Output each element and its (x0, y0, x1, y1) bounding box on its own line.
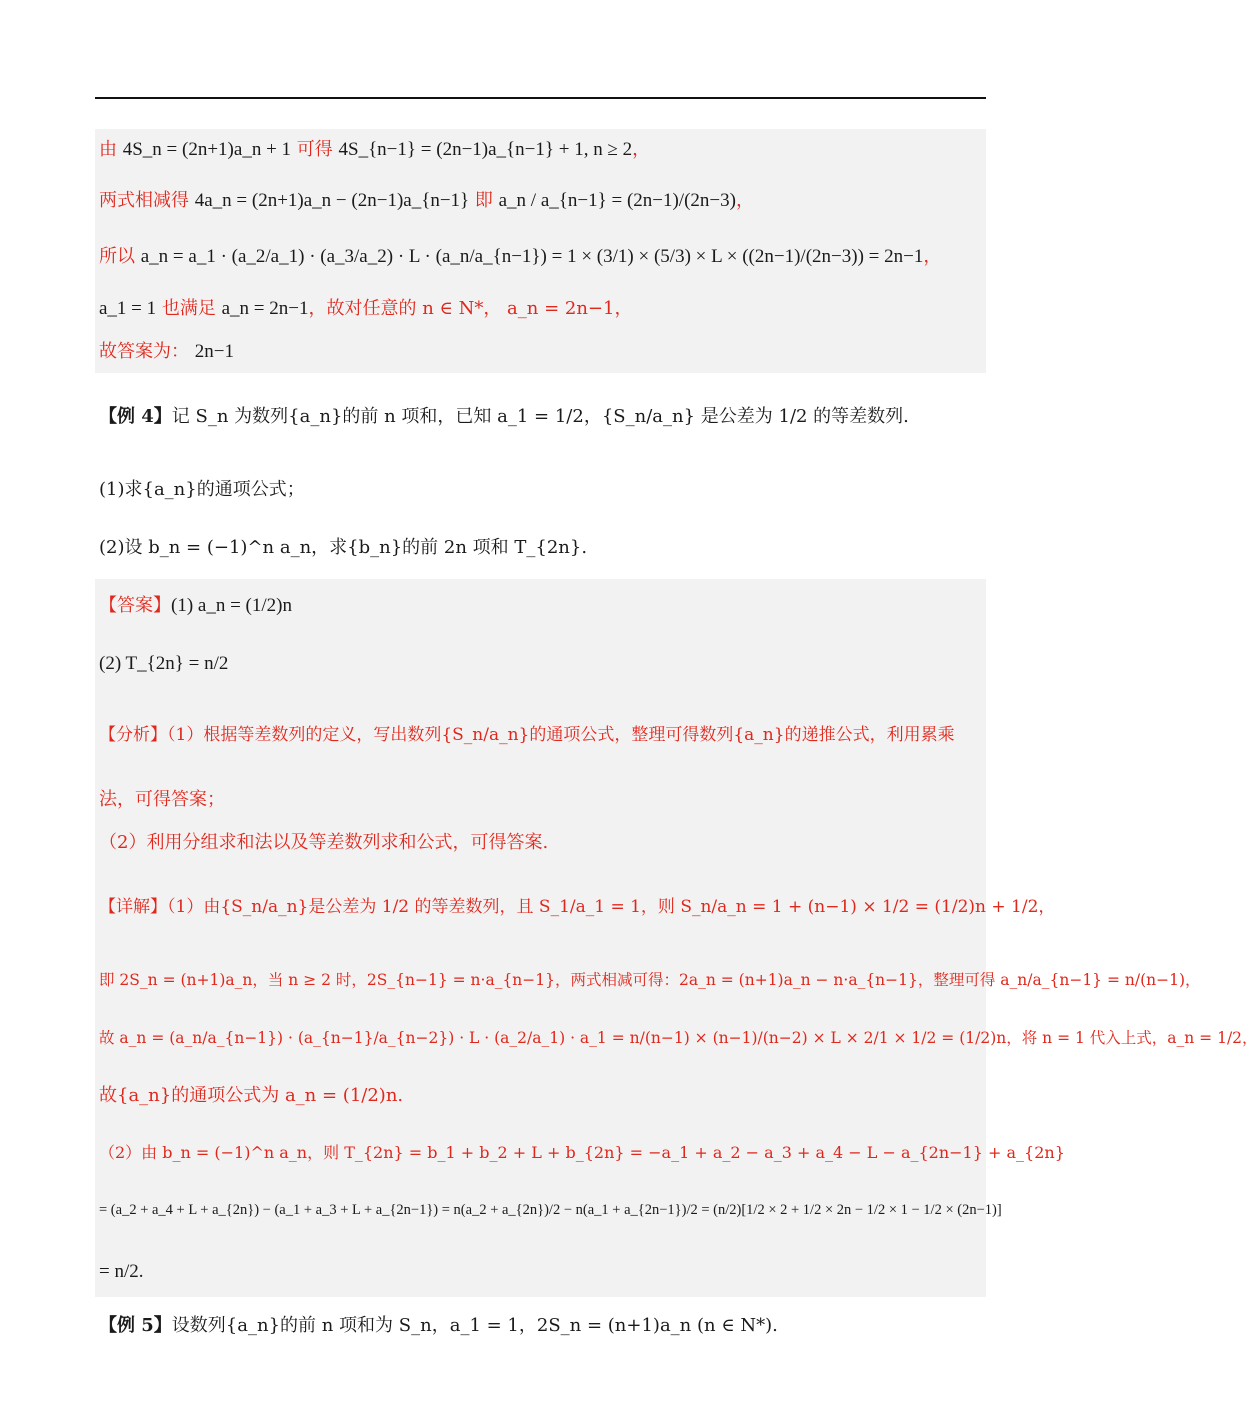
detail-line-6 (99, 1198, 1002, 1222)
detail-line-1 (99, 895, 1055, 919)
answer-label: 【答案】 (99, 595, 171, 616)
analysis-line-1b (99, 788, 225, 812)
detail-text: 即 2S_n = (n+1)a_n，当 n ≥ 2 时，2S_{n−1} = n·a_{n−1}，两式相减可得：2a_n = (n+1)a_n − n·a_{n−1}，整理可得 a_n/a_{n−1} = n/(n−1)， (99, 971, 1201, 989)
math-expression: a_1 = 1 (99, 298, 157, 319)
math-expression: a_n / a_{n−1} = (2n−1)/(2n−3) (498, 190, 736, 211)
text-segment: 即 (469, 190, 499, 211)
answer-line-1 (99, 594, 292, 618)
detail-label: 【详解】 (99, 897, 167, 917)
math-expression: 4S_n = (2n+1)a_n + 1 (122, 139, 292, 160)
detail-text: 故{a_n}的通项公式为 a_n = (1/2)n. (99, 1085, 404, 1106)
detail-text: （2）由 b_n = (−1)^n a_n，则 T_{2n} = b_1 + b_2 + L + b_{2n} = −a_1 + a_2 − a_3 + a_4 − L − a_{2n−1} + a_{2n} (99, 1143, 1065, 1162)
math-expression: = (a_2 + a_4 + L + a_{2n}) − (a_1 + a_3 + L + a_{2n−1}) = n(a_2 + a_{2n})/2 − n(a_1 + a_{2n−1})/2 = (n/2)[1/2 × 2 + 1/2 × 2n − 1/2 × 1 − 1/2 × (2n−1)] (99, 1202, 1002, 1218)
detail-line-7 (99, 1260, 144, 1284)
question-text: (1)求{a_n}的通项公式； (99, 479, 305, 500)
detail-line-5 (99, 1141, 1065, 1165)
math-expression: = n/2. (99, 1261, 144, 1282)
math-expression: 4S_{n−1} = (2n−1)a_{n−1} + 1, n ≥ 2 (338, 139, 633, 160)
text-segment: ，故对任意的 n ∈ N*， a_n = 2n−1， (308, 298, 633, 319)
example5-statement (99, 1314, 778, 1338)
example4-question-2 (99, 536, 587, 560)
question-text: (2)设 b_n = (−1)^n a_n，求{b_n}的前 2n 项和 T_{2n}. (99, 537, 588, 558)
detail-line-3 (99, 1026, 1258, 1050)
math-expression: 4a_n = (2n+1)a_n − (2n−1)a_{n−1} (194, 190, 470, 211)
detail-line-2 (99, 968, 1201, 992)
example-label: 【例 5】 (99, 1315, 172, 1336)
math-expression: a_n = 2n−1 (221, 298, 309, 319)
example4-statement (99, 405, 909, 429)
analysis-text: （1）根据等差数列的定义，写出数列{S_n/a_n}的通项公式，整理可得数列{a_n}的递推公式，利用累乘 (167, 725, 955, 745)
example4-question-1 (99, 478, 305, 502)
problem-text: 设数列{a_n}的前 n 项和为 S_n，a_1 = 1，2S_n = (n+1)a_n (n ∈ N*). (171, 1315, 778, 1336)
detail-text: （1）由{S_n/a_n}是公差为 1/2 的等差数列，且 S_1/a_1 = 1，则 S_n/a_n = 1 + (n−1) × 1/2 = (1/2)n + 1/2， (167, 897, 1056, 917)
problem-text: 记 S_n 为数列{a_n}的前 n 项和，已知 a_1 = 1/2，{S_n/a_n} 是公差为 1/2 的等差数列. (171, 406, 909, 427)
text-segment: 由 (99, 139, 123, 160)
detail-line-4 (99, 1084, 403, 1108)
analysis-label: 【分析】 (99, 725, 167, 745)
math-expression: (2) T_{2n} = n/2 (99, 653, 229, 674)
header-rule (95, 97, 986, 99)
text-segment: 也满足 (156, 298, 222, 319)
text-segment: 所以 (99, 246, 141, 267)
answer-label: 故答案为： (99, 341, 195, 362)
solution-line-4 (99, 297, 632, 321)
text-segment: 可得 (291, 139, 339, 160)
analysis-line-2 (99, 831, 548, 855)
analysis-line-1 (99, 723, 955, 747)
answer-line-2 (99, 652, 228, 676)
math-expression: a_n = a_1 · (a_2/a_1) · (a_3/a_2) · L · (a_n/a_{n−1}) = 1 × (3/1) × (5/3) × L × ((2n−1)/(2n−3)) = 2n−1 (140, 246, 924, 267)
text-segment: ， (923, 246, 942, 267)
text-segment: ， (735, 190, 754, 211)
analysis-text: 法，可得答案； (99, 789, 225, 810)
text-segment: ， (632, 139, 651, 160)
solution-line-2 (99, 189, 754, 213)
math-expression: (1) a_n = (1/2)n (171, 595, 292, 616)
math-expression: 2n−1 (194, 341, 234, 362)
text-segment: 两式相减得 (99, 190, 195, 211)
answer-block (95, 579, 986, 1297)
detail-text: 故 a_n = (a_n/a_{n−1}) · (a_{n−1}/a_{n−2}) · L · (a_2/a_1) · a_1 = n/(n−1) × (n−1)/(n−2) × L × 2/1 × 1/2 = (1/2)n，将 n = 1 代入上式，a_n = 1/2， (99, 1029, 1258, 1047)
analysis-text: （2）利用分组求和法以及等差数列求和公式，可得答案. (99, 832, 549, 853)
example-label: 【例 4】 (99, 406, 172, 427)
solution-line-1 (99, 138, 650, 162)
solution-line-5 (99, 340, 234, 364)
solution-line-3 (99, 245, 941, 269)
